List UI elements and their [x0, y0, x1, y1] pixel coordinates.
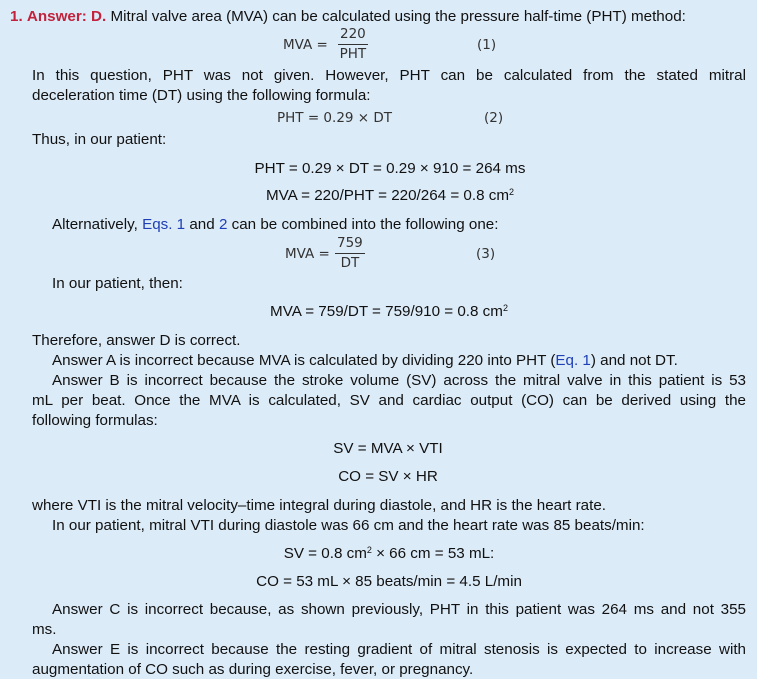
- therefore-text: Therefore, answer D is correct.: [32, 332, 241, 349]
- answer-b-line2: mL per beat. Once the MVA is calculated, SV and cardiac output (CO) can be derived using the: [32, 392, 746, 409]
- alternatively-text: [52, 216, 498, 234]
- sv-calc-a: SV = 0.8 cm: [283, 545, 367, 562]
- answer-a-prefix: Answer A is incorrect because MVA is calculated by dividing 220 into PHT (: [52, 352, 556, 369]
- mva-calc-sup: 2: [509, 187, 515, 197]
- question-number: 1.: [10, 8, 23, 25]
- answer-e-line2: augmentation of CO such as during exercise, fever, or pregnancy.: [32, 661, 474, 678]
- eq1-lhs: MVA =: [283, 37, 328, 53]
- co-formula: CO = SV × HR: [338, 468, 438, 485]
- answer-label: Answer: D.: [26, 8, 107, 25]
- para1-line2: deceleration time (DT) using the following formula:: [32, 87, 371, 104]
- mva-calc-text: MVA = 220/PHT = 220/264 = 0.8 cm: [265, 187, 509, 204]
- sv-calc-sup: 2: [366, 545, 372, 555]
- eq1-number: (1): [477, 37, 497, 53]
- mva-calculation: [0, 187, 757, 205]
- eq3-lhs: MVA =: [285, 246, 330, 262]
- alt-and: and: [189, 216, 215, 233]
- eq3-number: (3): [476, 246, 496, 262]
- eq2-formula: PHT = 0.29 × DT: [277, 110, 393, 126]
- where-text: where VTI is the mitral velocity–time integral during diastole, and HR is the heart rate.: [32, 497, 607, 514]
- answer-b-line3: following formulas:: [32, 412, 158, 429]
- mva-dt-sup: 2: [502, 303, 508, 313]
- eq-1-link[interactable]: Eq. 1: [555, 352, 591, 369]
- answer-header: [10, 8, 686, 26]
- vti-text: In our patient, mitral VTI during diastole was 66 cm and the heart rate was 85 beats/min:: [52, 517, 645, 534]
- answer-a-suffix: ) and not DT.: [590, 352, 678, 369]
- answer-b-line1: Answer B is incorrect because the stroke volume (SV) across the mitral valve in this patient is 53: [52, 372, 746, 389]
- alt-suffix: can be combined into the following one:: [231, 216, 499, 233]
- eq1-numerator: 220: [338, 26, 368, 45]
- thus-text: Thus, in our patient:: [32, 131, 167, 148]
- mva-dt-calculation: [0, 303, 757, 321]
- eq1-denominator: PHT: [339, 46, 367, 62]
- sv-calculation: [0, 545, 757, 563]
- sv-formula: SV = MVA × VTI: [333, 440, 443, 457]
- mva-dt-text: MVA = 759/DT = 759/910 = 0.8 cm: [270, 303, 503, 320]
- eq3-fraction: [335, 235, 365, 272]
- sv-calc-b: × 66 cm = 53 mL:: [371, 545, 495, 562]
- in-patient-text: In our patient, then:: [52, 275, 183, 292]
- answer-c-line1: Answer C is incorrect because, as shown previously, PHT in this patient was 264 ms and not 355: [52, 601, 746, 618]
- answer-c-line2: ms.: [32, 621, 57, 638]
- para1-line1: In this question, PHT was not given. However, PHT can be calculated from the stated mitral: [32, 67, 746, 84]
- eq3-numerator: 759: [335, 235, 365, 254]
- answer-e-line1: Answer E is incorrect because the resting gradient of mitral stenosis is expected to increase with: [52, 641, 746, 658]
- alt-prefix: Alternatively,: [52, 216, 138, 233]
- eq1-fraction: [338, 26, 368, 63]
- eq-2-link[interactable]: 2: [218, 216, 228, 233]
- answer-a-text: [52, 352, 678, 370]
- eq2-number: (2): [484, 110, 504, 126]
- intro-text: Mitral valve area (MVA) can be calculated using the pressure half-time (PHT) method:: [110, 8, 686, 25]
- pht-calculation: PHT = 0.29 × DT = 0.29 × 910 = 264 ms: [254, 160, 526, 177]
- eq3-denominator: DT: [340, 255, 360, 271]
- co-calculation: CO = 53 mL × 85 beats/min = 4.5 L/min: [256, 573, 522, 590]
- eqs-1-link[interactable]: Eqs. 1: [142, 216, 186, 233]
